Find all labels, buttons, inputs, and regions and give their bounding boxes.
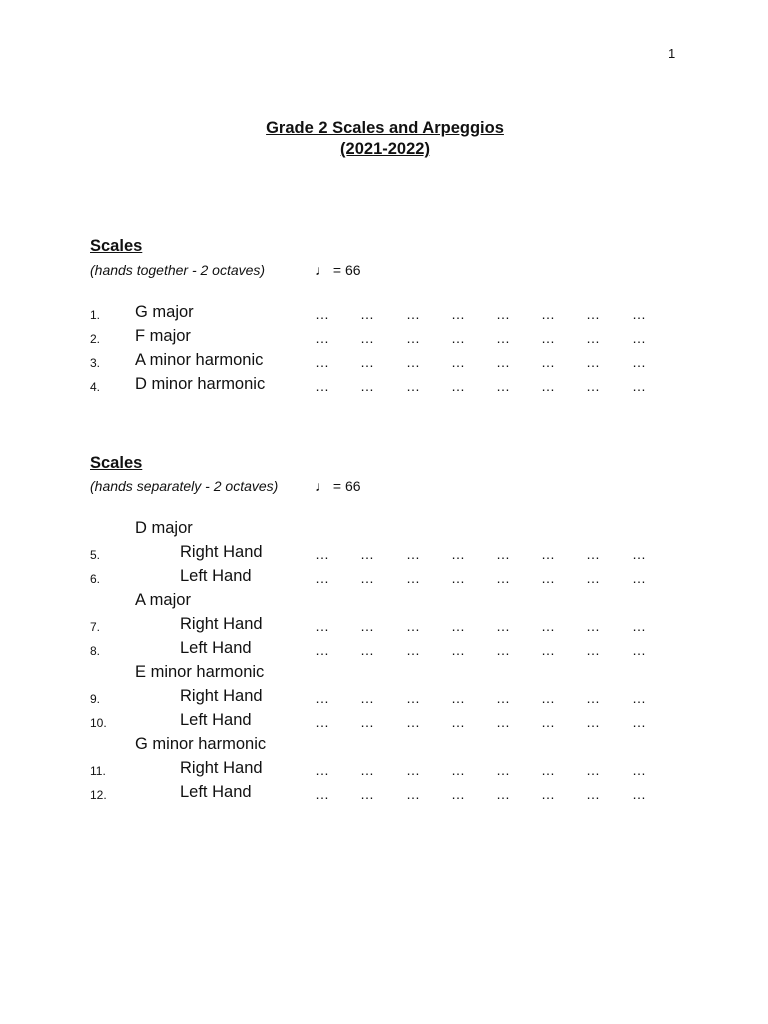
blank-dots: … — [360, 690, 375, 706]
row-label: Left Hand — [180, 567, 252, 585]
row-number: 10. — [90, 716, 107, 730]
blank-dots: … — [632, 330, 647, 346]
blank-dots: … — [360, 762, 375, 778]
row-label: G major — [135, 303, 194, 321]
row-label: D minor harmonic — [135, 375, 266, 393]
blank-dots: … — [406, 762, 421, 778]
blank-dots: … — [586, 690, 601, 706]
row-number: 3. — [90, 356, 101, 370]
title-block — [0, 118, 768, 160]
blank-dots: … — [451, 570, 466, 586]
blank-dots: … — [541, 714, 556, 730]
blank-dots: … — [586, 378, 601, 394]
blank-dots: … — [496, 714, 511, 730]
row-label: Right Hand — [180, 759, 263, 777]
page-title: Grade 2 Scales and Arpeggios — [266, 119, 504, 137]
blank-dots: … — [586, 570, 601, 586]
scale-row — [0, 687, 768, 711]
row-label: A major — [135, 591, 191, 609]
blank-dots: … — [586, 330, 601, 346]
blank-dots: … — [406, 618, 421, 634]
blank-dots: … — [586, 762, 601, 778]
page-number: 1 — [668, 46, 676, 61]
scale-group-heading — [0, 591, 768, 615]
blank-dots: … — [496, 762, 511, 778]
row-number: 12. — [90, 788, 107, 802]
blank-dots: … — [586, 786, 601, 802]
blank-dots: … — [632, 378, 647, 394]
blank-dots: … — [360, 354, 375, 370]
row-number: 4. — [90, 380, 101, 394]
blank-dots: … — [315, 762, 330, 778]
blank-dots: … — [451, 306, 466, 322]
blank-dots: … — [496, 354, 511, 370]
blank-dots: … — [632, 354, 647, 370]
row-number: 7. — [90, 620, 101, 634]
blank-dots: … — [360, 642, 375, 658]
row-label: Right Hand — [180, 687, 263, 705]
section2-heading: Scales — [90, 454, 143, 472]
blank-dots: … — [541, 354, 556, 370]
blank-dots: … — [315, 714, 330, 730]
row-label: Left Hand — [180, 783, 252, 801]
blank-dots: … — [406, 690, 421, 706]
blank-dots: … — [632, 546, 647, 562]
row-label: Left Hand — [180, 639, 252, 657]
row-label: G minor harmonic — [135, 735, 267, 753]
blank-dots: … — [586, 714, 601, 730]
page-subtitle-years: (2021-2022) — [340, 140, 430, 158]
blank-dots: … — [586, 354, 601, 370]
scale-row — [0, 303, 768, 327]
scale-row — [0, 327, 768, 351]
scale-row — [0, 711, 768, 735]
blank-dots: … — [586, 306, 601, 322]
row-label: Right Hand — [180, 543, 263, 561]
blank-dots: … — [632, 762, 647, 778]
blank-dots: … — [541, 618, 556, 634]
blank-dots: … — [451, 330, 466, 346]
blank-dots: … — [315, 546, 330, 562]
blank-dots: … — [541, 546, 556, 562]
blank-dots: … — [360, 570, 375, 586]
row-label: E minor harmonic — [135, 663, 265, 681]
section2-subtitle: (hands separately - 2 octaves) — [90, 478, 279, 494]
blank-dots: … — [360, 546, 375, 562]
scale-row — [0, 615, 768, 639]
blank-dots: … — [451, 690, 466, 706]
row-number: 2. — [90, 332, 101, 346]
row-label: Left Hand — [180, 711, 252, 729]
blank-dots: … — [315, 642, 330, 658]
blank-dots: … — [406, 642, 421, 658]
blank-dots: … — [586, 618, 601, 634]
section1-heading: Scales — [90, 237, 143, 255]
blank-dots: … — [541, 642, 556, 658]
blank-dots: … — [406, 546, 421, 562]
blank-dots: … — [360, 786, 375, 802]
blank-dots: … — [632, 570, 647, 586]
blank-dots: … — [451, 354, 466, 370]
blank-dots: … — [315, 354, 330, 370]
blank-dots: … — [496, 618, 511, 634]
scale-group-heading — [0, 735, 768, 759]
blank-dots: … — [406, 306, 421, 322]
blank-dots: … — [315, 330, 330, 346]
blank-dots: … — [496, 330, 511, 346]
blank-dots: … — [586, 642, 601, 658]
scale-row — [0, 783, 768, 807]
blank-dots: … — [406, 354, 421, 370]
blank-dots: … — [541, 762, 556, 778]
blank-dots: … — [406, 786, 421, 802]
scale-group-heading — [0, 519, 768, 543]
blank-dots: … — [451, 378, 466, 394]
blank-dots: … — [632, 618, 647, 634]
row-label: A minor harmonic — [135, 351, 264, 369]
blank-dots: … — [496, 570, 511, 586]
blank-dots: … — [315, 378, 330, 394]
blank-dots: … — [632, 690, 647, 706]
blank-dots: … — [451, 618, 466, 634]
section1-tempo: ♩ = 66 — [315, 262, 361, 278]
blank-dots: … — [315, 690, 330, 706]
row-number: 8. — [90, 644, 101, 658]
blank-dots: … — [541, 786, 556, 802]
blank-dots: … — [451, 762, 466, 778]
scale-row — [0, 543, 768, 567]
row-number: 6. — [90, 572, 101, 586]
section1-subtitle: (hands together - 2 octaves) — [90, 262, 266, 278]
blank-dots: … — [451, 546, 466, 562]
blank-dots: … — [496, 306, 511, 322]
scale-group-heading — [0, 663, 768, 687]
blank-dots: … — [632, 642, 647, 658]
row-number: 9. — [90, 692, 101, 706]
blank-dots: … — [360, 618, 375, 634]
blank-dots: … — [406, 570, 421, 586]
blank-dots: … — [451, 642, 466, 658]
blank-dots: … — [406, 714, 421, 730]
blank-dots: … — [315, 618, 330, 634]
blank-dots: … — [632, 306, 647, 322]
scale-row — [0, 759, 768, 783]
blank-dots: … — [360, 714, 375, 730]
row-label: D major — [135, 519, 193, 537]
blank-dots: … — [360, 306, 375, 322]
scale-row — [0, 639, 768, 663]
blank-dots: … — [586, 546, 601, 562]
blank-dots: … — [496, 642, 511, 658]
blank-dots: … — [496, 378, 511, 394]
scale-row — [0, 375, 768, 399]
blank-dots: … — [360, 330, 375, 346]
blank-dots: … — [360, 378, 375, 394]
blank-dots: … — [406, 330, 421, 346]
row-number: 11. — [90, 764, 106, 778]
section2-tempo: ♩ = 66 — [315, 478, 361, 494]
blank-dots: … — [496, 690, 511, 706]
blank-dots: … — [541, 570, 556, 586]
blank-dots: … — [451, 714, 466, 730]
blank-dots: … — [315, 306, 330, 322]
blank-dots: … — [632, 714, 647, 730]
blank-dots: … — [541, 330, 556, 346]
scale-row — [0, 351, 768, 375]
blank-dots: … — [541, 378, 556, 394]
blank-dots: … — [541, 306, 556, 322]
blank-dots: … — [406, 378, 421, 394]
row-number: 5. — [90, 548, 101, 562]
row-number: 1. — [90, 308, 101, 322]
row-label: F major — [135, 327, 191, 345]
blank-dots: … — [496, 546, 511, 562]
row-label: Right Hand — [180, 615, 263, 633]
blank-dots: … — [541, 690, 556, 706]
blank-dots: … — [315, 570, 330, 586]
scale-row — [0, 567, 768, 591]
blank-dots: … — [496, 786, 511, 802]
blank-dots: … — [451, 786, 466, 802]
blank-dots: … — [632, 786, 647, 802]
blank-dots: … — [315, 786, 330, 802]
